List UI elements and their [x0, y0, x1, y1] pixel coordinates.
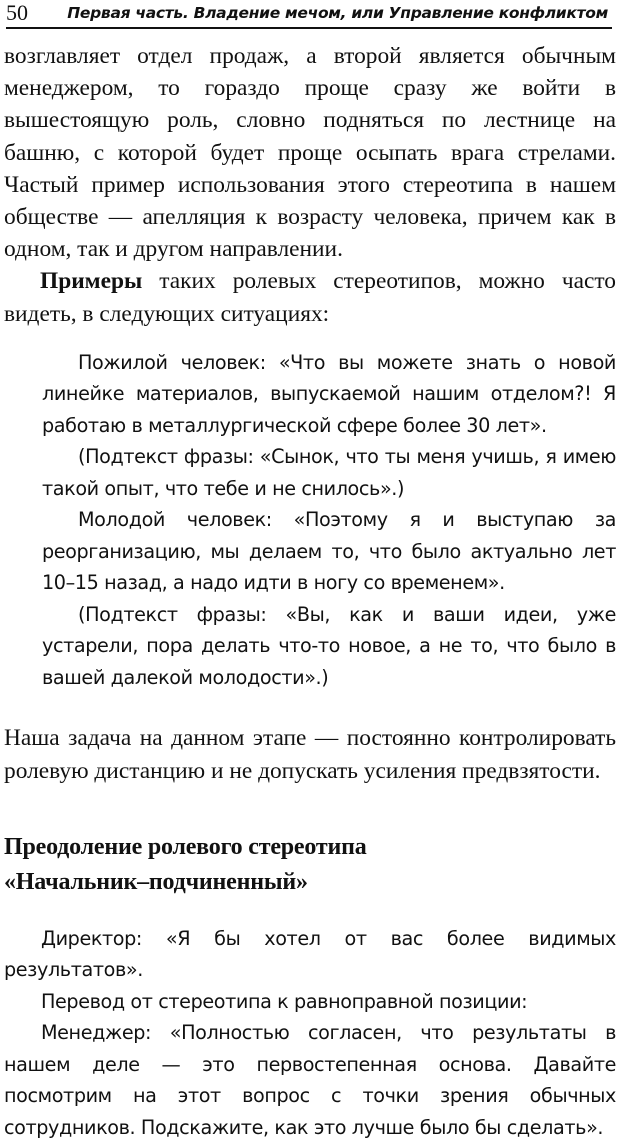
examples-lead-word: Примеры: [40, 268, 143, 295]
page-number: 50: [6, 0, 28, 25]
section-heading: [4, 830, 616, 900]
paragraph: Наша задача на данном этапе — постоянно контролировать ролевую дистанцию и не допускать усиления предвзятости.: [4, 725, 616, 784]
section-heading-line: Преодоление ролевого стереотипа: [4, 833, 367, 860]
dialogue-line: Перевод от стереотипа к равноправной позиции:: [41, 989, 528, 1013]
dialogue-line: Молодой человек: «Поэтому я и выступаю за реорганизацию, мы делаем то, что было актуально лет 10–15 назад, а надо идти в ногу со временем».: [42, 508, 616, 595]
body-text-top: [4, 40, 616, 330]
examples-intro-paragraph: [4, 265, 616, 329]
conclusion-paragraph: [4, 722, 616, 786]
dialogue-line: (Подтекст фразы: «Вы, как и ваши идеи, уже устарели, пора делать что-то новое, а не то, что было в вашей далекой молодости».): [42, 602, 616, 689]
page-header: [6, 0, 616, 28]
examples-intro-text: таких ролевых стереотипов, можно часто видеть, в следующих ситуациях:: [4, 268, 616, 327]
dialogue-block-examples: [4, 347, 616, 694]
dialogue-line: Менеджер: «Полностью согласен, что результаты в нашем деле — это первостепенная основа. Давайте посмотрим на этот вопрос с точки зрения обычных сотрудников. Подскажите, как это лучше было бы сделать».: [4, 1021, 616, 1139]
dialogue-line: Директор: «Я бы хотел от вас более видимых результатов».: [4, 926, 616, 982]
running-head: Первая часть. Владение мечом, или Управление конфликтом: [67, 4, 608, 22]
section-heading-line: «Начальник–подчиненный»: [4, 868, 308, 895]
dialogue-line: (Подтекст фразы: «Сынок, что ты меня учишь, я имею такой опыт, что тебе и не снилось».): [42, 445, 616, 500]
header-rule: [6, 27, 612, 29]
dialogue-line: Пожилой человек: «Что вы можете знать о новой линейке материалов, выпускаемой нашим отделом?! Я работаю в металлургической сфере более 30 лет».: [42, 350, 616, 437]
paragraph: возглавляет отдел продаж, а второй является обычным менеджером, то гораздо проще сразу же войти в вышестоящую роль, словно подняться по лестнице на башню, с которой будет проще осыпать врага стрелами. Частый пример использования этого стереотипа в нашем обществе — апелляция к возрасту человека, причем как в одном, так и другом направлении.: [4, 43, 616, 263]
dialogue-block-section: [4, 923, 616, 1143]
